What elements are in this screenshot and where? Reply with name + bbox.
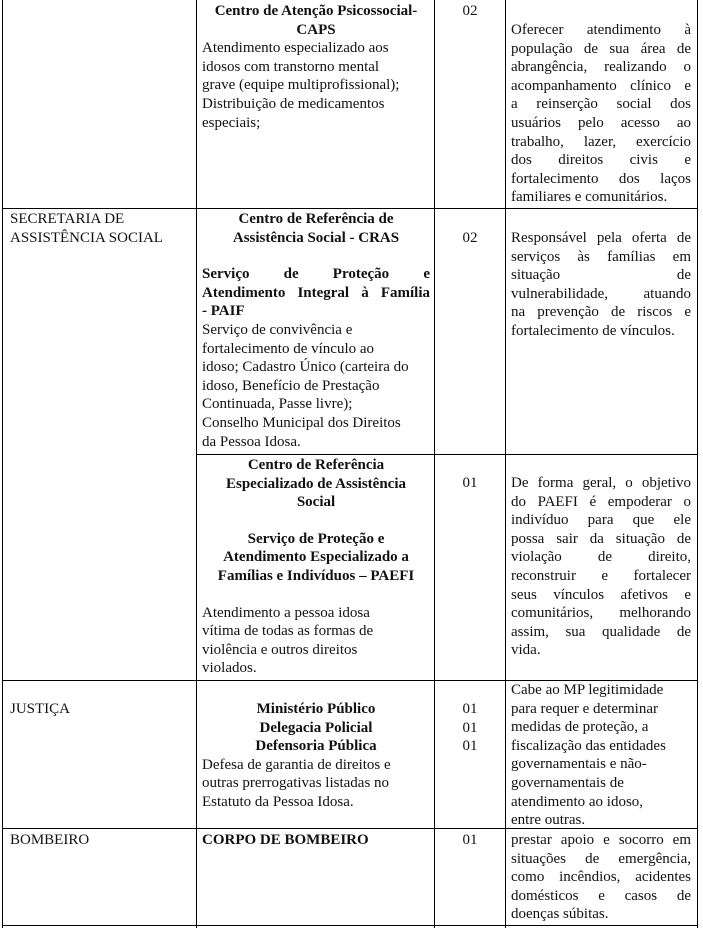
role-line: possa sair da situação de [511,530,691,547]
service-description-line: especiais; [202,114,261,131]
quantity-value: 01 [462,475,478,491]
row-divider [196,454,698,455]
role-line: reconstruir e fortalecer [511,567,691,584]
role-line: prestar apoio e socorro em [511,832,691,848]
service-description-line: outras prerrogativas listadas no [202,775,390,792]
quantity-value: 01 [462,719,478,736]
quantity-value: 01 [462,738,478,755]
role-line: vulnerabilidade, atuando [511,285,691,302]
role-line: trabalho, lazer, exercício [511,133,691,150]
role-line: Responsável pela oferta de [511,230,691,246]
role-line: como incêndios, acidentes [511,869,691,886]
service-cell [202,2,430,132]
service-cell [202,831,430,850]
table-border-col2 [434,0,435,928]
role-line: para requer e determinar [511,700,658,717]
role-line: violação de direito, [511,549,691,566]
program-title: Atendimento Especializado a [223,549,409,566]
sector-cell [10,700,192,719]
service-title: Centro de Referência [247,457,385,473]
service-title: Centro de Atenção Psicossocial- [214,3,418,19]
sector-name: SECRETARIA DE [10,211,125,227]
spacer [202,586,430,604]
service-cell [202,210,430,451]
table-border-col3 [505,0,506,928]
quantity-value: 01 [462,701,478,717]
quantity-cell [436,229,504,248]
spacer [202,247,430,265]
role-line: entre outras. [511,812,586,829]
quantity-cell [436,700,504,756]
sector-name: ASSISTÊNCIA SOCIAL [10,229,163,246]
program-title: Atendimento Integral à Família [202,284,430,301]
role-line: governamentais de [511,774,624,791]
service-description-line: Conselho Municipal dos Direitos [202,414,401,431]
role-line: familiares e comunitários. [511,189,668,206]
role-cell [511,681,691,830]
quantity-value: 01 [462,832,478,848]
role-line: acompanhamento clínico e [511,77,691,94]
role-line: doenças súbitas. [511,906,609,923]
service-description-line: fortalecimento de vínculo ao [202,340,375,357]
sector-name: BOMBEIRO [10,832,90,848]
role-line: situação de [511,267,691,284]
service-description-line: idoso; Cadastro Único (carteira do [202,359,409,376]
role-line: medidas de proteção, a [511,719,649,736]
table-border-col1 [196,0,197,928]
role-line: De forma geral, o objetivo [511,475,691,491]
service-description-line: idosos com transtorno mental [202,58,380,75]
role-line: situações de emergência, [511,850,691,867]
role-line: fortalecimento dos laços [511,170,691,187]
spacer [202,512,430,530]
role-line: dos direitos civis e [511,152,691,169]
role-line: atendimento ao idoso, [511,793,644,810]
service-title: Assistência Social - CRAS [232,229,400,246]
quantity-cell [436,2,504,21]
service-title: Defensoria Pública [255,738,377,755]
role-line: seus vínculos afetivos e [511,586,691,603]
role-line: abrangência, realizando o [511,59,691,76]
service-description-line: Serviço de convivência e [202,321,353,338]
service-description-line: da Pessoa Idosa. [202,433,301,450]
service-title: CORPO DE BOMBEIRO [202,832,369,848]
quantity-value: 02 [462,3,478,19]
role-line: usuários pelo acesso ao [511,114,691,131]
service-description-line: Atendimento especializado aos [202,40,389,57]
role-cell [511,831,691,924]
service-cell [202,456,430,678]
service-description-line: Continuada, Passe livre); [202,396,353,413]
service-title: Especializado de Assistência [225,475,406,492]
role-cell [511,474,691,660]
role-line: Oferecer atendimento à [511,22,691,38]
service-description-line: violência e outros direitos [202,641,358,658]
role-cell [511,229,691,341]
role-line: vida. [511,642,541,659]
role-line: do PAEFI é empoderar o [511,493,691,510]
role-cell [511,21,691,207]
role-line: população de sua área de [511,40,691,57]
service-description-line: vítima de todas as formas de [202,623,374,640]
role-line: Cabe ao MP legitimidade [511,682,664,698]
service-title: CAPS [296,21,336,38]
role-line: a reinserção social dos [511,96,691,113]
program-title: Famílias e Indivíduos – PAEFI [217,567,415,584]
service-title: Delegacia Policial [259,719,373,736]
role-line: fortalecimento de vínculos. [511,322,675,339]
service-description-line: Distribuição de medicamentos [202,95,385,112]
row-divider [2,208,698,209]
table-border-left [2,0,3,928]
quantity-value: 02 [462,230,478,246]
service-description-line: Defesa de garantia de direitos e [202,756,391,773]
program-title: Serviço de Proteção e [247,530,385,547]
service-title: Centro de Referência de [238,211,394,227]
sector-cell [10,831,192,850]
role-line: governamentais e não- [511,756,647,773]
service-cell [202,700,430,812]
service-description-line: Atendimento a pessoa idosa [202,604,370,621]
role-line: serviços às famílias em [511,248,691,265]
service-description-line: idoso, Benefício de Prestação [202,377,380,394]
service-description-line: violados. [202,660,257,677]
role-line: indivíduo para que ele [511,512,691,529]
service-title: Ministério Público [256,701,376,717]
service-title: Social [296,494,336,511]
table-border-bottom [2,925,698,926]
quantity-cell [436,474,504,493]
program-title: Serviço de Proteção e [202,266,430,283]
role-line: comunitários, melhorando [511,605,691,622]
table-border-right [697,0,698,928]
role-line: na prevenção de riscos e [511,304,691,321]
sector-cell [10,210,192,247]
program-title: - PAIF [202,303,245,320]
service-description-line: grave (equipe multiprofissional); [202,77,400,94]
quantity-cell [436,831,504,850]
sector-name: JUSTIÇA [10,701,71,717]
role-line: domésticos e casos de [511,887,691,904]
role-line: assim, sua qualidade de [511,623,691,640]
service-description-line: Estatuto da Pessoa Idosa. [202,793,354,810]
role-line: fiscalização das entidades [511,737,666,754]
